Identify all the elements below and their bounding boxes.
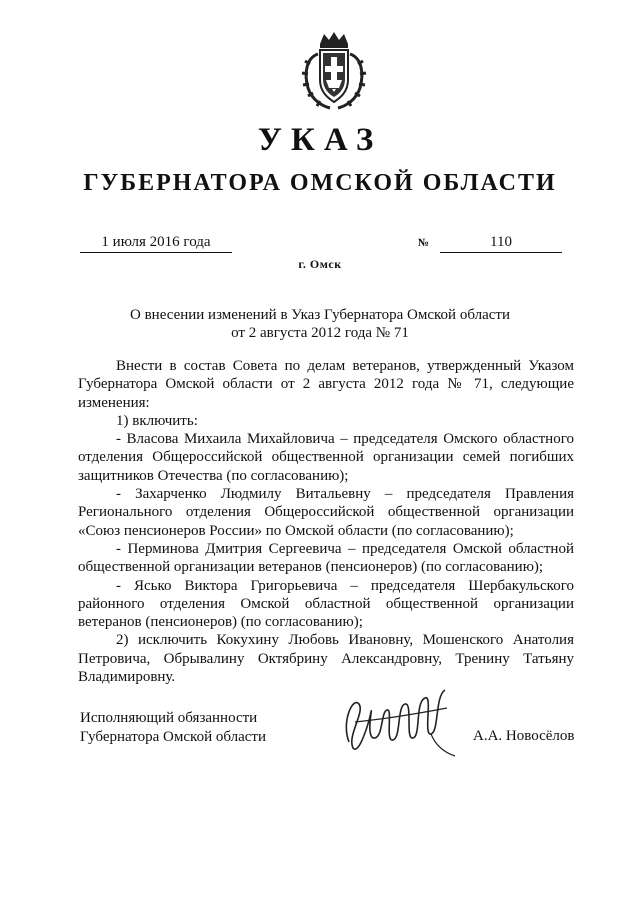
signatory-name: А.А. Новосёлов — [473, 728, 575, 744]
document-type-title: УКАЗ — [257, 122, 383, 158]
issuer-title: ГУБЕРНАТОРА ОМСКОЙ ОБЛАСТИ — [83, 170, 557, 196]
body-paragraph-include: 1) включить: — [116, 412, 198, 429]
body-item-zakharchenko: - Захарченко Людмилу Витальевну – председателя Правления Регионального отделения Общероссийской общественной организации «Союз пенсионеров России» по Омской области (по согласованию); — [78, 486, 574, 539]
decree-number: 110 — [440, 233, 562, 253]
number-sign: № — [418, 237, 430, 249]
subject-line-2: от 2 августа 2012 года № 71 — [231, 325, 409, 341]
subject-line-1: О внесении изменений в Указ Губернатора Омской области — [130, 307, 510, 323]
signatory-position — [80, 709, 266, 747]
decree-date: 1 июля 2016 года — [80, 233, 232, 253]
city-label: г. Омск — [298, 257, 342, 271]
signatory-position-line-2: Губернатора Омской области — [80, 729, 266, 745]
handwritten-signature-icon — [335, 682, 465, 762]
coat-of-arms-icon — [298, 30, 370, 110]
body-item-perminov: - Перминова Дмитрия Сергеевича – председателя Омской областной общественной организации ветеранов (пенсионеров) (по согласованию); — [78, 540, 574, 576]
body-paragraph-intro: Внести в состав Совета по делам ветеранов, утвержденный Указом Губернатора Омской области от 2 августа 2012 года № 71, следующие изменения: — [78, 358, 574, 411]
body-item-vlasov: - Власова Михаила Михайловича – председателя Омского областного отделения Общероссийской общественной организации семей погибших защитников Отечества (по согласованию); — [78, 431, 574, 484]
body-paragraph-exclude: 2) исключить Кокухину Любовь Ивановну, Мошенского Анатолия Петровича, Обрывалину Октябрину Александровну, Тренину Татьяну Владимировну. — [78, 632, 574, 686]
signatory-position-line-1: Исполняющий обязанности — [80, 710, 258, 726]
body-item-yasko: - Ясько Виктора Григорьевича – председателя Шербакульского районного отделения Омской областной общественной организации ветеранов (пенсионеров) (по согласованию); — [78, 577, 574, 631]
decree-body — [78, 357, 574, 686]
decree-number-block — [418, 233, 563, 253]
